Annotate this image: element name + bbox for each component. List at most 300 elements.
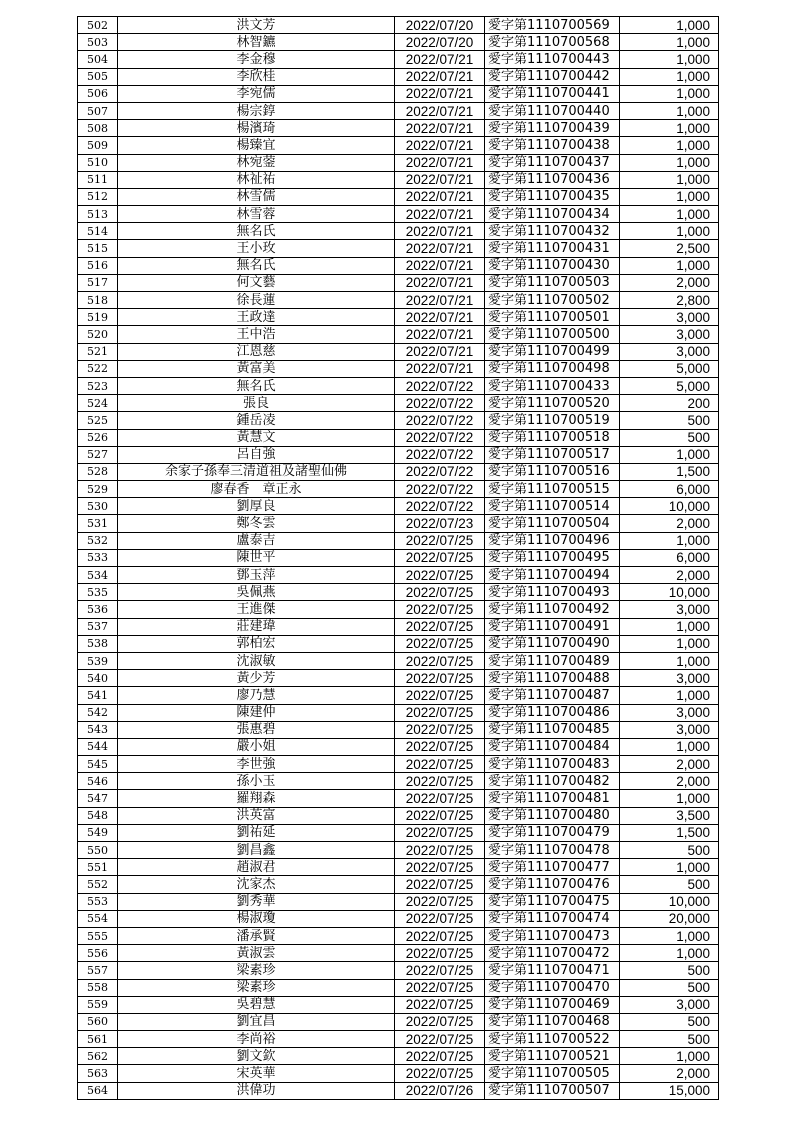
donor-name: 陳建仲: [118, 704, 395, 721]
receipt-number: 愛字第1110700471: [485, 962, 620, 979]
donor-name: 李金穆: [118, 51, 395, 68]
row-number: 556: [78, 945, 118, 962]
donor-name: 李宛儒: [118, 85, 395, 102]
donation-date: 2022/07/25: [395, 1013, 485, 1030]
receipt-number: 愛字第1110700439: [485, 120, 620, 137]
donation-date: 2022/07/25: [395, 859, 485, 876]
receipt-number: 愛字第1110700495: [485, 549, 620, 566]
row-number: 554: [78, 910, 118, 927]
row-number: 564: [78, 1082, 118, 1099]
table-row: [78, 34, 719, 51]
row-number: 505: [78, 68, 118, 85]
donor-name: 梁素珍: [118, 979, 395, 996]
row-number: 516: [78, 257, 118, 274]
donation-amount: 3,000: [620, 343, 719, 360]
donation-date: 2022/07/25: [395, 549, 485, 566]
row-number: 526: [78, 429, 118, 446]
donation-date: 2022/07/21: [395, 188, 485, 205]
row-number: 519: [78, 309, 118, 326]
donation-date: 2022/07/21: [395, 154, 485, 171]
donation-date: 2022/07/25: [395, 738, 485, 755]
donation-amount: 1,000: [620, 154, 719, 171]
table-row: [78, 154, 719, 171]
donor-name: 洪英富: [118, 807, 395, 824]
donation-date: 2022/07/21: [395, 326, 485, 343]
row-number: 518: [78, 292, 118, 309]
row-number: 529: [78, 481, 118, 498]
donation-amount: 1,000: [620, 687, 719, 704]
donation-amount: 1,000: [620, 223, 719, 240]
donor-name: 楊淑瓊: [118, 910, 395, 927]
receipt-number: 愛字第1110700487: [485, 687, 620, 704]
row-number: 537: [78, 618, 118, 635]
table-row: [78, 842, 719, 859]
donation-date: 2022/07/25: [395, 996, 485, 1013]
donation-amount: 1,000: [620, 34, 719, 51]
row-number: 528: [78, 463, 118, 480]
table-row: [78, 979, 719, 996]
row-number: 536: [78, 601, 118, 618]
receipt-number: 愛字第1110700488: [485, 670, 620, 687]
donor-name: 何文藝: [118, 274, 395, 291]
table-row: [78, 68, 719, 85]
receipt-number: 愛字第1110700432: [485, 223, 620, 240]
donation-date: 2022/07/21: [395, 68, 485, 85]
receipt-number: 愛字第1110700500: [485, 326, 620, 343]
donor-name: 無名氏: [118, 223, 395, 240]
donation-amount: 15,000: [620, 1082, 719, 1099]
table-row: [78, 326, 719, 343]
receipt-number: 愛字第1110700440: [485, 102, 620, 119]
receipt-number: 愛字第1110700469: [485, 996, 620, 1013]
table-row: [78, 515, 719, 532]
donor-name: 陳世平: [118, 549, 395, 566]
donation-date: 2022/07/22: [395, 429, 485, 446]
row-number: 530: [78, 498, 118, 515]
donation-date: 2022/07/25: [395, 532, 485, 549]
row-number: 514: [78, 223, 118, 240]
donation-amount: 2,000: [620, 515, 719, 532]
row-number: 522: [78, 360, 118, 377]
donation-date: 2022/07/25: [395, 1031, 485, 1048]
receipt-number: 愛字第1110700518: [485, 429, 620, 446]
table-row: [78, 292, 719, 309]
donor-name: 劉昌鑫: [118, 842, 395, 859]
receipt-number: 愛字第1110700505: [485, 1065, 620, 1082]
donor-name: 黃富美: [118, 360, 395, 377]
donation-date: 2022/07/21: [395, 102, 485, 119]
receipt-number: 愛字第1110700484: [485, 738, 620, 755]
table-row: [78, 188, 719, 205]
receipt-number: 愛字第1110700494: [485, 567, 620, 584]
donation-amount: 1,000: [620, 652, 719, 669]
donor-name: 王小玫: [118, 240, 395, 257]
donation-date: 2022/07/21: [395, 309, 485, 326]
row-number: 560: [78, 1013, 118, 1030]
row-number: 521: [78, 343, 118, 360]
donation-date: 2022/07/21: [395, 292, 485, 309]
receipt-number: 愛字第1110700501: [485, 309, 620, 326]
donor-name: 趙淑君: [118, 859, 395, 876]
donation-date: 2022/07/22: [395, 395, 485, 412]
donation-date: 2022/07/25: [395, 584, 485, 601]
row-number: 534: [78, 567, 118, 584]
receipt-number: 愛字第1110700502: [485, 292, 620, 309]
receipt-number: 愛字第1110700507: [485, 1082, 620, 1099]
receipt-number: 愛字第1110700479: [485, 824, 620, 841]
receipt-number: 愛字第1110700490: [485, 635, 620, 652]
row-number: 506: [78, 85, 118, 102]
receipt-number: 愛字第1110700569: [485, 17, 620, 34]
donation-amount: 2,000: [620, 756, 719, 773]
table-row: [78, 893, 719, 910]
receipt-number: 愛字第1110700516: [485, 463, 620, 480]
table-row: [78, 635, 719, 652]
row-number: 541: [78, 687, 118, 704]
row-number: 511: [78, 171, 118, 188]
donation-date: 2022/07/25: [395, 790, 485, 807]
donation-date: 2022/07/25: [395, 945, 485, 962]
donation-amount: 1,000: [620, 137, 719, 154]
row-number: 544: [78, 738, 118, 755]
table-row: [78, 102, 719, 119]
receipt-number: 愛字第1110700483: [485, 756, 620, 773]
receipt-number: 愛字第1110700472: [485, 945, 620, 962]
table-row: [78, 773, 719, 790]
row-number: 509: [78, 137, 118, 154]
table-row: [78, 120, 719, 137]
donation-date: 2022/07/21: [395, 171, 485, 188]
table-row: [78, 309, 719, 326]
donor-name: 宋英華: [118, 1065, 395, 1082]
table-row: [78, 876, 719, 893]
donation-amount: 500: [620, 962, 719, 979]
receipt-number: 愛字第1110700492: [485, 601, 620, 618]
donor-name: 李尚裕: [118, 1031, 395, 1048]
donation-amount: 500: [620, 842, 719, 859]
donation-amount: 3,000: [620, 670, 719, 687]
row-number: 532: [78, 532, 118, 549]
donor-name: 無名氏: [118, 257, 395, 274]
donation-amount: 500: [620, 1013, 719, 1030]
receipt-number: 愛字第1110700499: [485, 343, 620, 360]
donor-name: 洪偉功: [118, 1082, 395, 1099]
donation-amount: 2,000: [620, 1065, 719, 1082]
receipt-number: 愛字第1110700514: [485, 498, 620, 515]
table-row: [78, 945, 719, 962]
receipt-number: 愛字第1110700477: [485, 859, 620, 876]
receipt-number: 愛字第1110700473: [485, 927, 620, 944]
donor-name: 楊濱琦: [118, 120, 395, 137]
donor-name: 鄧玉萍: [118, 567, 395, 584]
receipt-number: 愛字第1110700503: [485, 274, 620, 291]
table-row: [78, 567, 719, 584]
donation-amount: 200: [620, 395, 719, 412]
receipt-number: 愛字第1110700470: [485, 979, 620, 996]
donation-date: 2022/07/25: [395, 1048, 485, 1065]
donor-name: 吳佩燕: [118, 584, 395, 601]
donor-name: 余家子孫奉三清道祖及諸聖仙佛: [118, 463, 395, 480]
donation-date: 2022/07/21: [395, 240, 485, 257]
row-number: 540: [78, 670, 118, 687]
donation-date: 2022/07/21: [395, 223, 485, 240]
donation-date: 2022/07/25: [395, 704, 485, 721]
donation-date: 2022/07/22: [395, 463, 485, 480]
donation-date: 2022/07/25: [395, 1065, 485, 1082]
donation-amount: 1,000: [620, 120, 719, 137]
donation-date: 2022/07/21: [395, 343, 485, 360]
donation-amount: 1,000: [620, 257, 719, 274]
donation-amount: 1,000: [620, 102, 719, 119]
receipt-number: 愛字第1110700480: [485, 807, 620, 824]
table-row: [78, 343, 719, 360]
donor-name: 鄭冬雲: [118, 515, 395, 532]
table-row: [78, 1065, 719, 1082]
donation-date: 2022/07/25: [395, 876, 485, 893]
donation-date: 2022/07/22: [395, 377, 485, 394]
donation-amount: 1,000: [620, 618, 719, 635]
donation-date: 2022/07/23: [395, 515, 485, 532]
donor-name: 李欣桂: [118, 68, 395, 85]
donation-amount: 10,000: [620, 893, 719, 910]
donation-amount: 1,000: [620, 790, 719, 807]
donation-amount: 2,000: [620, 567, 719, 584]
donor-name: 張惠碧: [118, 721, 395, 738]
receipt-number: 愛字第1110700482: [485, 773, 620, 790]
donation-amount: 3,000: [620, 601, 719, 618]
receipt-number: 愛字第1110700520: [485, 395, 620, 412]
row-number: 508: [78, 120, 118, 137]
donor-name: 楊宗錞: [118, 102, 395, 119]
donation-amount: 3,000: [620, 326, 719, 343]
donor-name: 洪文芳: [118, 17, 395, 34]
donor-name: 呂自強: [118, 446, 395, 463]
table-row: [78, 1031, 719, 1048]
donation-amount: 1,000: [620, 17, 719, 34]
donation-date: 2022/07/25: [395, 567, 485, 584]
donor-name: 無名氏: [118, 377, 395, 394]
table-row: [78, 687, 719, 704]
row-number: 561: [78, 1031, 118, 1048]
donation-amount: 1,500: [620, 463, 719, 480]
receipt-number: 愛字第1110700443: [485, 51, 620, 68]
donor-name: 嚴小姐: [118, 738, 395, 755]
row-number: 524: [78, 395, 118, 412]
donation-date: 2022/07/22: [395, 446, 485, 463]
donation-date: 2022/07/25: [395, 979, 485, 996]
table-row: [78, 51, 719, 68]
table-row: [78, 429, 719, 446]
row-number: 548: [78, 807, 118, 824]
row-number: 549: [78, 824, 118, 841]
donation-amount: 10,000: [620, 584, 719, 601]
donation-amount: 3,000: [620, 721, 719, 738]
table-row: [78, 137, 719, 154]
table-row: [78, 1048, 719, 1065]
row-number: 502: [78, 17, 118, 34]
donor-name: 孫小玉: [118, 773, 395, 790]
row-number: 535: [78, 584, 118, 601]
row-number: 504: [78, 51, 118, 68]
table-row: [78, 223, 719, 240]
row-number: 520: [78, 326, 118, 343]
donor-name: 黃少芳: [118, 670, 395, 687]
donor-name: 楊臻宜: [118, 137, 395, 154]
donor-name: 張良: [118, 395, 395, 412]
donor-name: 廖乃慧: [118, 687, 395, 704]
receipt-number: 愛字第1110700436: [485, 171, 620, 188]
donor-name: 黃淑雲: [118, 945, 395, 962]
donation-date: 2022/07/21: [395, 120, 485, 137]
donation-amount: 500: [620, 979, 719, 996]
donation-date: 2022/07/21: [395, 137, 485, 154]
donation-date: 2022/07/25: [395, 773, 485, 790]
donor-name: 羅翔森: [118, 790, 395, 807]
table-row: [78, 824, 719, 841]
receipt-number: 愛字第1110700568: [485, 34, 620, 51]
row-number: 553: [78, 893, 118, 910]
table-row: [78, 962, 719, 979]
receipt-number: 愛字第1110700491: [485, 618, 620, 635]
row-number: 539: [78, 652, 118, 669]
table-row: [78, 498, 719, 515]
receipt-number: 愛字第1110700435: [485, 188, 620, 205]
donation-amount: 3,000: [620, 309, 719, 326]
table-row: [78, 257, 719, 274]
table-row: [78, 807, 719, 824]
receipt-number: 愛字第1110700519: [485, 412, 620, 429]
donor-name: 林宛蓥: [118, 154, 395, 171]
donation-date: 2022/07/25: [395, 807, 485, 824]
donation-amount: 1,000: [620, 446, 719, 463]
table-row: [78, 446, 719, 463]
donation-amount: 1,000: [620, 1048, 719, 1065]
donation-date: 2022/07/25: [395, 927, 485, 944]
donor-name: 潘承賢: [118, 927, 395, 944]
receipt-number: 愛字第1110700504: [485, 515, 620, 532]
donor-name: 劉祐延: [118, 824, 395, 841]
donation-amount: 2,500: [620, 240, 719, 257]
row-number: 523: [78, 377, 118, 394]
receipt-number: 愛字第1110700486: [485, 704, 620, 721]
donation-amount: 1,000: [620, 945, 719, 962]
donor-name: 劉宜昌: [118, 1013, 395, 1030]
row-number: 550: [78, 842, 118, 859]
donor-name: 林雪蓉: [118, 206, 395, 223]
ledger-body: [78, 17, 719, 1100]
receipt-number: 愛字第1110700474: [485, 910, 620, 927]
receipt-number: 愛字第1110700485: [485, 721, 620, 738]
donation-date: 2022/07/25: [395, 601, 485, 618]
donation-date: 2022/07/25: [395, 910, 485, 927]
row-number: 533: [78, 549, 118, 566]
donor-name: 劉文欽: [118, 1048, 395, 1065]
row-number: 546: [78, 773, 118, 790]
donation-date: 2022/07/25: [395, 687, 485, 704]
donation-date: 2022/07/21: [395, 51, 485, 68]
receipt-number: 愛字第1110700437: [485, 154, 620, 171]
receipt-number: 愛字第1110700431: [485, 240, 620, 257]
row-number: 545: [78, 756, 118, 773]
donor-name: 李世強: [118, 756, 395, 773]
donation-date: 2022/07/21: [395, 206, 485, 223]
row-number: 507: [78, 102, 118, 119]
donation-amount: 1,000: [620, 68, 719, 85]
table-row: [78, 171, 719, 188]
donation-amount: 1,500: [620, 824, 719, 841]
donation-date: 2022/07/25: [395, 893, 485, 910]
donation-date: 2022/07/25: [395, 618, 485, 635]
donor-name: 徐長蓮: [118, 292, 395, 309]
donor-name: 吳碧慧: [118, 996, 395, 1013]
row-number: 531: [78, 515, 118, 532]
table-row: [78, 1013, 719, 1030]
donation-amount: 10,000: [620, 498, 719, 515]
table-row: [78, 738, 719, 755]
receipt-number: 愛字第1110700489: [485, 652, 620, 669]
table-row: [78, 756, 719, 773]
receipt-number: 愛字第1110700521: [485, 1048, 620, 1065]
donor-name: 莊建瑋: [118, 618, 395, 635]
receipt-number: 愛字第1110700498: [485, 360, 620, 377]
donation-amount: 1,000: [620, 635, 719, 652]
receipt-number: 愛字第1110700433: [485, 377, 620, 394]
receipt-number: 愛字第1110700496: [485, 532, 620, 549]
table-row: [78, 377, 719, 394]
donation-date: 2022/07/22: [395, 498, 485, 515]
donation-ledger-table: [77, 16, 719, 1100]
donation-amount: 1,000: [620, 738, 719, 755]
donation-amount: 1,000: [620, 532, 719, 549]
row-number: 525: [78, 412, 118, 429]
row-number: 512: [78, 188, 118, 205]
row-number: 503: [78, 34, 118, 51]
donation-amount: 500: [620, 429, 719, 446]
donation-amount: 1,000: [620, 51, 719, 68]
donation-amount: 3,500: [620, 807, 719, 824]
donation-date: 2022/07/21: [395, 274, 485, 291]
table-row: [78, 618, 719, 635]
receipt-number: 愛字第1110700515: [485, 481, 620, 498]
receipt-number: 愛字第1110700475: [485, 893, 620, 910]
row-number: 515: [78, 240, 118, 257]
row-number: 538: [78, 635, 118, 652]
donation-date: 2022/07/22: [395, 412, 485, 429]
donation-date: 2022/07/20: [395, 34, 485, 51]
donation-date: 2022/07/20: [395, 17, 485, 34]
donation-date: 2022/07/25: [395, 652, 485, 669]
row-number: 562: [78, 1048, 118, 1065]
donation-date: 2022/07/25: [395, 721, 485, 738]
donation-amount: 500: [620, 1031, 719, 1048]
donation-amount: 6,000: [620, 481, 719, 498]
donor-name: 江恩慈: [118, 343, 395, 360]
table-row: [78, 601, 719, 618]
row-number: 555: [78, 927, 118, 944]
donor-name: 黃慧文: [118, 429, 395, 446]
donation-date: 2022/07/26: [395, 1082, 485, 1099]
table-row: [78, 481, 719, 498]
table-row: [78, 859, 719, 876]
donor-name: 王進傑: [118, 601, 395, 618]
receipt-number: 愛字第1110700441: [485, 85, 620, 102]
table-row: [78, 910, 719, 927]
row-number: 517: [78, 274, 118, 291]
row-number: 543: [78, 721, 118, 738]
table-row: [78, 532, 719, 549]
donation-amount: 1,000: [620, 859, 719, 876]
table-row: [78, 927, 719, 944]
